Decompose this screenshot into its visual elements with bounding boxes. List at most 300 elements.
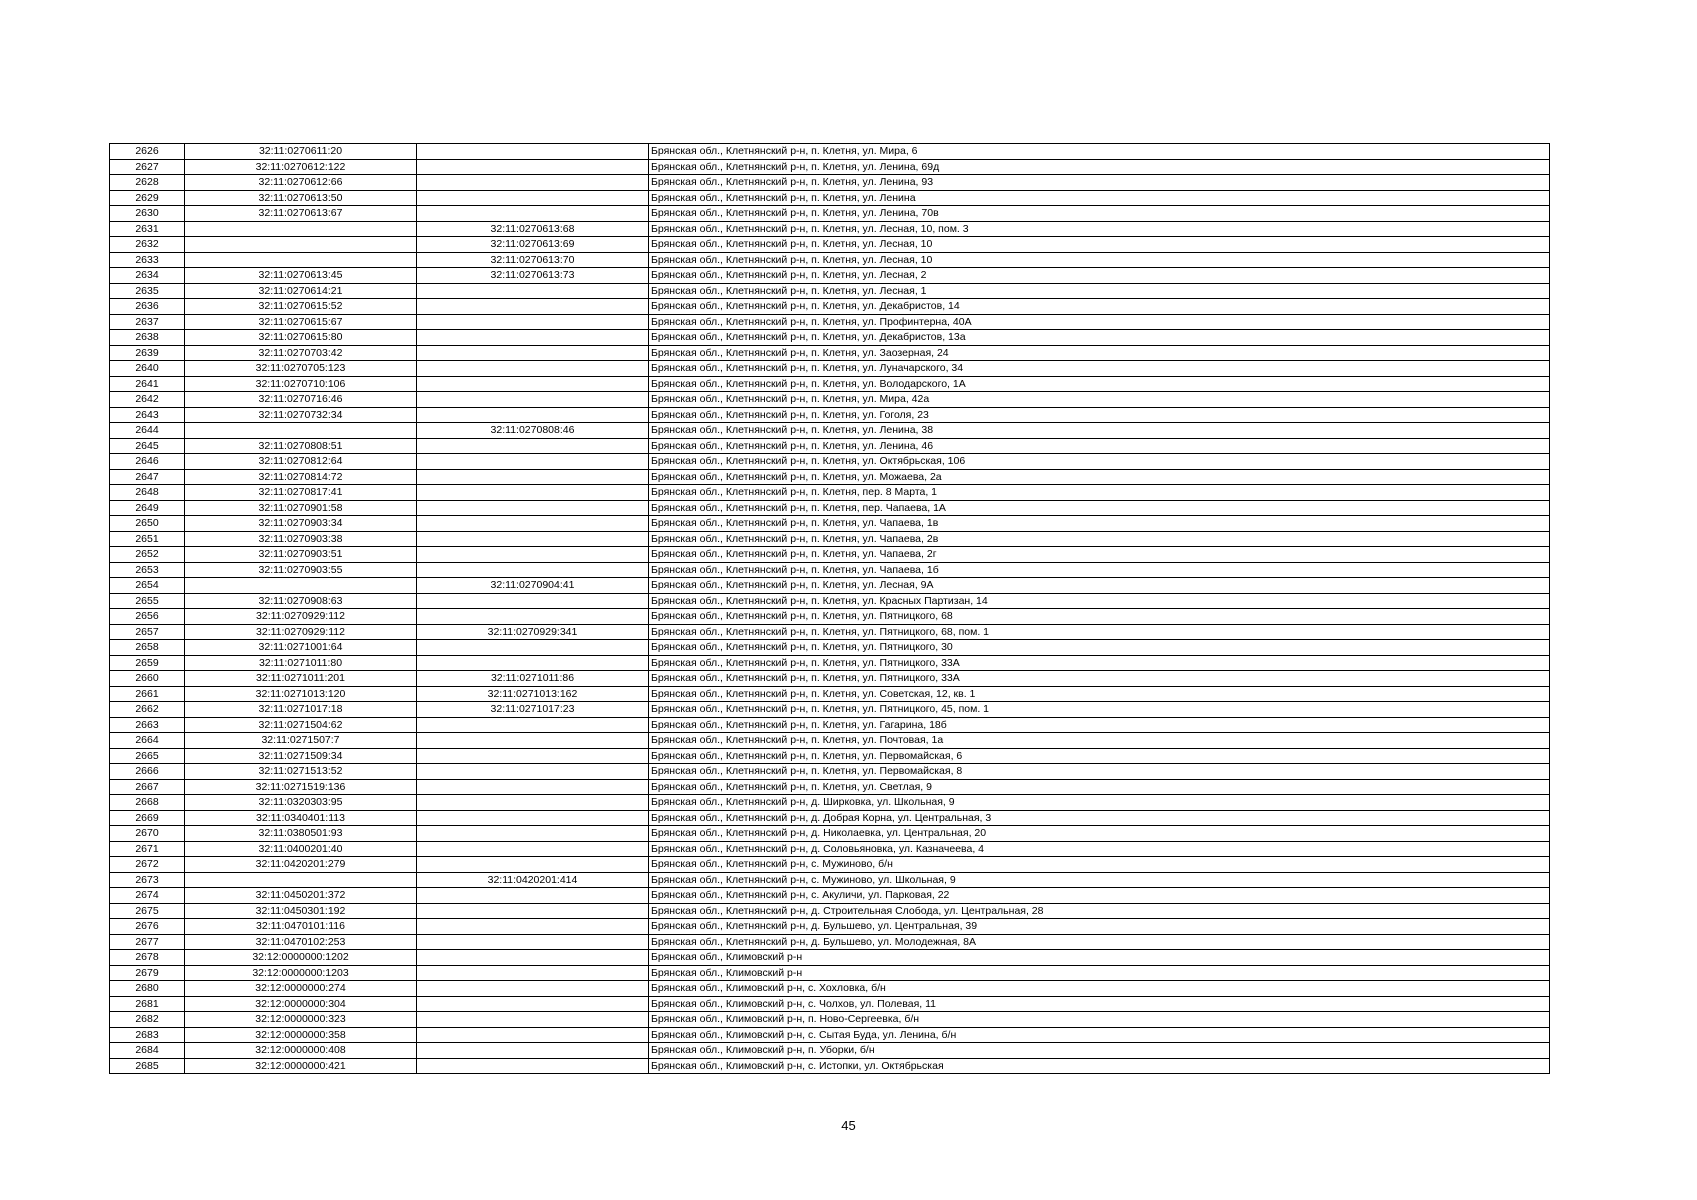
row-number-cell: 2685 bbox=[110, 1058, 185, 1074]
object-cadastral-number-cell bbox=[417, 841, 649, 857]
table-row bbox=[110, 609, 1550, 625]
page-number: 45 bbox=[841, 1118, 856, 1133]
row-number-cell: 2654 bbox=[110, 578, 185, 594]
object-cadastral-number-cell bbox=[417, 857, 649, 873]
row-number-cell: 2643 bbox=[110, 407, 185, 423]
object-cadastral-number-cell bbox=[417, 764, 649, 780]
land-cadastral-number-cell bbox=[185, 578, 417, 594]
table-row bbox=[110, 779, 1550, 795]
object-cadastral-number-cell bbox=[417, 717, 649, 733]
table-row bbox=[110, 562, 1550, 578]
table-row bbox=[110, 686, 1550, 702]
row-number-cell: 2662 bbox=[110, 702, 185, 718]
row-number-cell: 2644 bbox=[110, 423, 185, 439]
table-row bbox=[110, 438, 1550, 454]
table-row bbox=[110, 531, 1550, 547]
land-cadastral-number-cell: 32:11:0270929:112 bbox=[185, 609, 417, 625]
address-cell: Брянская обл., Клетнянский р-н, п. Клетня, ул. Первомайская, 6 bbox=[649, 748, 1550, 764]
land-cadastral-number-cell: 32:11:0270903:38 bbox=[185, 531, 417, 547]
object-cadastral-number-cell bbox=[417, 996, 649, 1012]
row-number-cell: 2674 bbox=[110, 888, 185, 904]
table-row bbox=[110, 795, 1550, 811]
table-row bbox=[110, 407, 1550, 423]
land-cadastral-number-cell: 32:12:0000000:1203 bbox=[185, 965, 417, 981]
object-cadastral-number-cell: 32:11:0271017:23 bbox=[417, 702, 649, 718]
table-row bbox=[110, 934, 1550, 950]
row-number-cell: 2630 bbox=[110, 206, 185, 222]
address-cell: Брянская обл., Клетнянский р-н, п. Клетня, ул. Первомайская, 8 bbox=[649, 764, 1550, 780]
address-cell: Брянская обл., Клетнянский р-н, п. Клетня, ул. Лесная, 9А bbox=[649, 578, 1550, 594]
land-cadastral-number-cell: 32:11:0340401:113 bbox=[185, 810, 417, 826]
object-cadastral-number-cell: 32:11:0420201:414 bbox=[417, 872, 649, 888]
land-cadastral-number-cell: 32:11:0270612:122 bbox=[185, 159, 417, 175]
row-number-cell: 2642 bbox=[110, 392, 185, 408]
land-cadastral-number-cell: 32:11:0270903:51 bbox=[185, 547, 417, 563]
object-cadastral-number-cell bbox=[417, 934, 649, 950]
address-cell: Брянская обл., Клетнянский р-н, п. Клетня, ул. Ленина, 69д bbox=[649, 159, 1550, 175]
table-row bbox=[110, 1027, 1550, 1043]
row-number-cell: 2653 bbox=[110, 562, 185, 578]
land-cadastral-number-cell: 32:11:0450201:372 bbox=[185, 888, 417, 904]
address-cell: Брянская обл., Клетнянский р-н, п. Клетня, ул. Пятницкого, 45, пом. 1 bbox=[649, 702, 1550, 718]
table-row bbox=[110, 159, 1550, 175]
object-cadastral-number-cell bbox=[417, 655, 649, 671]
table-row bbox=[110, 872, 1550, 888]
table-row bbox=[110, 469, 1550, 485]
land-cadastral-number-cell: 32:11:0270812:64 bbox=[185, 454, 417, 470]
land-cadastral-number-cell: 32:11:0270613:50 bbox=[185, 190, 417, 206]
row-number-cell: 2632 bbox=[110, 237, 185, 253]
table-row bbox=[110, 857, 1550, 873]
table-row bbox=[110, 237, 1550, 253]
object-cadastral-number-cell bbox=[417, 361, 649, 377]
address-cell: Брянская обл., Клетнянский р-н, д. Соловьяновка, ул. Казначеева, 4 bbox=[649, 841, 1550, 857]
row-number-cell: 2634 bbox=[110, 268, 185, 284]
table-row bbox=[110, 190, 1550, 206]
land-cadastral-number-cell: 32:11:0450301:192 bbox=[185, 903, 417, 919]
table-row bbox=[110, 593, 1550, 609]
table-row bbox=[110, 1012, 1550, 1028]
table-row bbox=[110, 996, 1550, 1012]
address-cell: Брянская обл., Клетнянский р-н, д. Строительная Слобода, ул. Центральная, 28 bbox=[649, 903, 1550, 919]
row-number-cell: 2647 bbox=[110, 469, 185, 485]
row-number-cell: 2626 bbox=[110, 144, 185, 160]
row-number-cell: 2666 bbox=[110, 764, 185, 780]
row-number-cell: 2675 bbox=[110, 903, 185, 919]
address-cell: Брянская обл., Клетнянский р-н, д. Бульшево, ул. Центральная, 39 bbox=[649, 919, 1550, 935]
object-cadastral-number-cell: 32:11:0270613:69 bbox=[417, 237, 649, 253]
address-cell: Брянская обл., Клетнянский р-н, п. Клетня, ул. Чапаева, 1б bbox=[649, 562, 1550, 578]
address-cell: Брянская обл., Клетнянский р-н, п. Клетня, ул. Октябрьская, 106 bbox=[649, 454, 1550, 470]
object-cadastral-number-cell bbox=[417, 500, 649, 516]
object-cadastral-number-cell bbox=[417, 206, 649, 222]
row-number-cell: 2628 bbox=[110, 175, 185, 191]
row-number-cell: 2648 bbox=[110, 485, 185, 501]
land-cadastral-number-cell: 32:11:0270814:72 bbox=[185, 469, 417, 485]
address-cell: Брянская обл., Клетнянский р-н, п. Клетня, ул. Пятницкого, 68 bbox=[649, 609, 1550, 625]
land-cadastral-number-cell bbox=[185, 221, 417, 237]
land-cadastral-number-cell: 32:11:0270613:45 bbox=[185, 268, 417, 284]
object-cadastral-number-cell bbox=[417, 810, 649, 826]
address-cell: Брянская обл., Клетнянский р-н, п. Клетня, ул. Светлая, 9 bbox=[649, 779, 1550, 795]
address-cell: Брянская обл., Клетнянский р-н, д. Бульшево, ул. Молодежная, 8А bbox=[649, 934, 1550, 950]
object-cadastral-number-cell bbox=[417, 299, 649, 315]
address-cell: Брянская обл., Климовский р-н, п. Уборки, б/н bbox=[649, 1043, 1550, 1059]
land-cadastral-number-cell: 32:11:0271507:7 bbox=[185, 733, 417, 749]
address-cell: Брянская обл., Климовский р-н bbox=[649, 965, 1550, 981]
table-row bbox=[110, 903, 1550, 919]
land-cadastral-number-cell: 32:11:0271011:201 bbox=[185, 671, 417, 687]
row-number-cell: 2667 bbox=[110, 779, 185, 795]
table-row bbox=[110, 485, 1550, 501]
row-number-cell: 2659 bbox=[110, 655, 185, 671]
object-cadastral-number-cell bbox=[417, 547, 649, 563]
land-cadastral-number-cell: 32:11:0271513:52 bbox=[185, 764, 417, 780]
object-cadastral-number-cell bbox=[417, 795, 649, 811]
address-cell: Брянская обл., Клетнянский р-н, п. Клетня, ул. Можаева, 2а bbox=[649, 469, 1550, 485]
table-row bbox=[110, 717, 1550, 733]
address-cell: Брянская обл., Климовский р-н, с. Сытая Буда, ул. Ленина, б/н bbox=[649, 1027, 1550, 1043]
table-row bbox=[110, 361, 1550, 377]
address-cell: Брянская обл., Клетнянский р-н, п. Клетня, ул. Заозерная, 24 bbox=[649, 345, 1550, 361]
address-cell: Брянская обл., Клетнянский р-н, п. Клетня, ул. Красных Партизан, 14 bbox=[649, 593, 1550, 609]
land-cadastral-number-cell: 32:11:0271017:18 bbox=[185, 702, 417, 718]
object-cadastral-number-cell bbox=[417, 376, 649, 392]
object-cadastral-number-cell bbox=[417, 531, 649, 547]
table-row bbox=[110, 810, 1550, 826]
table-row bbox=[110, 175, 1550, 191]
object-cadastral-number-cell bbox=[417, 609, 649, 625]
address-cell: Брянская обл., Клетнянский р-н, д. Ширковка, ул. Школьная, 9 bbox=[649, 795, 1550, 811]
object-cadastral-number-cell bbox=[417, 314, 649, 330]
table-row bbox=[110, 1058, 1550, 1074]
object-cadastral-number-cell bbox=[417, 748, 649, 764]
row-number-cell: 2676 bbox=[110, 919, 185, 935]
row-number-cell: 2658 bbox=[110, 640, 185, 656]
table-row bbox=[110, 423, 1550, 439]
object-cadastral-number-cell bbox=[417, 159, 649, 175]
row-number-cell: 2673 bbox=[110, 872, 185, 888]
table-row bbox=[110, 624, 1550, 640]
land-cadastral-number-cell: 32:11:0270612:66 bbox=[185, 175, 417, 191]
object-cadastral-number-cell bbox=[417, 144, 649, 160]
address-cell: Брянская обл., Клетнянский р-н, п. Клетня, ул. Декабристов, 13а bbox=[649, 330, 1550, 346]
object-cadastral-number-cell bbox=[417, 826, 649, 842]
land-cadastral-number-cell: 32:11:0270903:34 bbox=[185, 516, 417, 532]
row-number-cell: 2646 bbox=[110, 454, 185, 470]
table-row bbox=[110, 252, 1550, 268]
land-cadastral-number-cell: 32:11:0270705:123 bbox=[185, 361, 417, 377]
row-number-cell: 2677 bbox=[110, 934, 185, 950]
address-cell: Брянская обл., Клетнянский р-н, п. Клетня, ул. Пятницкого, 68, пом. 1 bbox=[649, 624, 1550, 640]
object-cadastral-number-cell: 32:11:0271013:162 bbox=[417, 686, 649, 702]
address-cell: Брянская обл., Клетнянский р-н, п. Клетня, ул. Пятницкого, 33А bbox=[649, 655, 1550, 671]
table-row bbox=[110, 640, 1550, 656]
row-number-cell: 2631 bbox=[110, 221, 185, 237]
land-cadastral-number-cell: 32:11:0270903:55 bbox=[185, 562, 417, 578]
table-row bbox=[110, 516, 1550, 532]
row-number-cell: 2649 bbox=[110, 500, 185, 516]
land-cadastral-number-cell bbox=[185, 872, 417, 888]
table-row bbox=[110, 547, 1550, 563]
object-cadastral-number-cell: 32:11:0270613:70 bbox=[417, 252, 649, 268]
object-cadastral-number-cell bbox=[417, 640, 649, 656]
address-cell: Брянская обл., Климовский р-н, п. Ново-Сергеевка, б/н bbox=[649, 1012, 1550, 1028]
object-cadastral-number-cell bbox=[417, 562, 649, 578]
object-cadastral-number-cell bbox=[417, 903, 649, 919]
table-row bbox=[110, 376, 1550, 392]
address-cell: Брянская обл., Клетнянский р-н, п. Клетня, пер. 8 Марта, 1 bbox=[649, 485, 1550, 501]
address-cell: Брянская обл., Клетнянский р-н, п. Клетня, ул. Мира, 6 bbox=[649, 144, 1550, 160]
row-number-cell: 2670 bbox=[110, 826, 185, 842]
row-number-cell: 2637 bbox=[110, 314, 185, 330]
row-number-cell: 2640 bbox=[110, 361, 185, 377]
land-cadastral-number-cell: 32:12:0000000:1202 bbox=[185, 950, 417, 966]
land-cadastral-number-cell: 32:11:0270817:41 bbox=[185, 485, 417, 501]
address-cell: Брянская обл., Клетнянский р-н, п. Клетня, ул. Ленина, 93 bbox=[649, 175, 1550, 191]
land-cadastral-number-cell: 32:11:0320303:95 bbox=[185, 795, 417, 811]
address-cell: Брянская обл., Клетнянский р-н, п. Клетня, ул. Гоголя, 23 bbox=[649, 407, 1550, 423]
land-cadastral-number-cell: 32:12:0000000:408 bbox=[185, 1043, 417, 1059]
object-cadastral-number-cell bbox=[417, 485, 649, 501]
object-cadastral-number-cell bbox=[417, 175, 649, 191]
land-cadastral-number-cell: 32:11:0270929:112 bbox=[185, 624, 417, 640]
row-number-cell: 2660 bbox=[110, 671, 185, 687]
address-cell: Брянская обл., Клетнянский р-н, п. Клетня, ул. Ленина bbox=[649, 190, 1550, 206]
address-cell: Брянская обл., Клетнянский р-н, п. Клетня, пер. Чапаева, 1А bbox=[649, 500, 1550, 516]
object-cadastral-number-cell bbox=[417, 733, 649, 749]
registry-table bbox=[109, 143, 1550, 1074]
address-cell: Брянская обл., Клетнянский р-н, д. Добрая Корна, ул. Центральная, 3 bbox=[649, 810, 1550, 826]
land-cadastral-number-cell: 32:11:0270703:42 bbox=[185, 345, 417, 361]
land-cadastral-number-cell: 32:11:0270615:52 bbox=[185, 299, 417, 315]
table-row bbox=[110, 965, 1550, 981]
object-cadastral-number-cell bbox=[417, 950, 649, 966]
address-cell: Брянская обл., Клетнянский р-н, п. Клетня, ул. Пятницкого, 33А bbox=[649, 671, 1550, 687]
object-cadastral-number-cell bbox=[417, 1043, 649, 1059]
object-cadastral-number-cell bbox=[417, 407, 649, 423]
object-cadastral-number-cell bbox=[417, 1012, 649, 1028]
row-number-cell: 2682 bbox=[110, 1012, 185, 1028]
object-cadastral-number-cell bbox=[417, 888, 649, 904]
address-cell: Брянская обл., Клетнянский р-н, п. Клетня, ул. Мира, 42а bbox=[649, 392, 1550, 408]
land-cadastral-number-cell: 32:11:0420201:279 bbox=[185, 857, 417, 873]
row-number-cell: 2663 bbox=[110, 717, 185, 733]
row-number-cell: 2683 bbox=[110, 1027, 185, 1043]
land-cadastral-number-cell: 32:11:0270710:106 bbox=[185, 376, 417, 392]
row-number-cell: 2656 bbox=[110, 609, 185, 625]
table-row bbox=[110, 733, 1550, 749]
address-cell: Брянская обл., Клетнянский р-н, п. Клетня, ул. Лесная, 2 bbox=[649, 268, 1550, 284]
row-number-cell: 2636 bbox=[110, 299, 185, 315]
land-cadastral-number-cell: 32:11:0270615:67 bbox=[185, 314, 417, 330]
row-number-cell: 2665 bbox=[110, 748, 185, 764]
table-row bbox=[110, 888, 1550, 904]
table-row bbox=[110, 950, 1550, 966]
land-cadastral-number-cell: 32:11:0270614:21 bbox=[185, 283, 417, 299]
object-cadastral-number-cell: 32:11:0270904:41 bbox=[417, 578, 649, 594]
address-cell: Брянская обл., Климовский р-н, с. Хохловка, б/н bbox=[649, 981, 1550, 997]
address-cell: Брянская обл., Клетнянский р-н, с. Мужиново, ул. Школьная, 9 bbox=[649, 872, 1550, 888]
object-cadastral-number-cell: 32:11:0270808:46 bbox=[417, 423, 649, 439]
table-row bbox=[110, 1043, 1550, 1059]
object-cadastral-number-cell bbox=[417, 593, 649, 609]
table-row bbox=[110, 764, 1550, 780]
row-number-cell: 2655 bbox=[110, 593, 185, 609]
land-cadastral-number-cell: 32:11:0470102:253 bbox=[185, 934, 417, 950]
address-cell: Брянская обл., Клетнянский р-н, п. Клетня, ул. Луначарского, 34 bbox=[649, 361, 1550, 377]
land-cadastral-number-cell: 32:11:0271509:34 bbox=[185, 748, 417, 764]
land-cadastral-number-cell: 32:11:0270716:46 bbox=[185, 392, 417, 408]
address-cell: Брянская обл., Клетнянский р-н, п. Клетня, ул. Чапаева, 2в bbox=[649, 531, 1550, 547]
table-row bbox=[110, 283, 1550, 299]
object-cadastral-number-cell bbox=[417, 981, 649, 997]
row-number-cell: 2669 bbox=[110, 810, 185, 826]
land-cadastral-number-cell: 32:11:0470101:116 bbox=[185, 919, 417, 935]
table-row bbox=[110, 299, 1550, 315]
land-cadastral-number-cell: 32:12:0000000:304 bbox=[185, 996, 417, 1012]
land-cadastral-number-cell: 32:11:0271013:120 bbox=[185, 686, 417, 702]
address-cell: Брянская обл., Клетнянский р-н, п. Клетня, ул. Лесная, 10 bbox=[649, 237, 1550, 253]
address-cell: Брянская обл., Клетнянский р-н, п. Клетня, ул. Декабристов, 14 bbox=[649, 299, 1550, 315]
table-row bbox=[110, 919, 1550, 935]
object-cadastral-number-cell bbox=[417, 779, 649, 795]
table-row bbox=[110, 826, 1550, 842]
land-cadastral-number-cell: 32:11:0271504:62 bbox=[185, 717, 417, 733]
row-number-cell: 2629 bbox=[110, 190, 185, 206]
land-cadastral-number-cell bbox=[185, 423, 417, 439]
row-number-cell: 2633 bbox=[110, 252, 185, 268]
object-cadastral-number-cell bbox=[417, 190, 649, 206]
table-row bbox=[110, 702, 1550, 718]
address-cell: Брянская обл., Клетнянский р-н, п. Клетня, ул. Советская, 12, кв. 1 bbox=[649, 686, 1550, 702]
address-cell: Брянская обл., Климовский р-н, с. Чолхов, ул. Полевая, 11 bbox=[649, 996, 1550, 1012]
table-row bbox=[110, 671, 1550, 687]
address-cell: Брянская обл., Климовский р-н, с. Истопки, ул. Октябрьская bbox=[649, 1058, 1550, 1074]
land-cadastral-number-cell: 32:12:0000000:358 bbox=[185, 1027, 417, 1043]
land-cadastral-number-cell: 32:11:0270908:63 bbox=[185, 593, 417, 609]
address-cell: Брянская обл., Клетнянский р-н, п. Клетня, ул. Профинтерна, 40А bbox=[649, 314, 1550, 330]
table-row bbox=[110, 578, 1550, 594]
land-cadastral-number-cell bbox=[185, 237, 417, 253]
address-cell: Брянская обл., Клетнянский р-н, п. Клетня, ул. Лесная, 10 bbox=[649, 252, 1550, 268]
address-cell: Брянская обл., Клетнянский р-н, с. Мужиново, б/н bbox=[649, 857, 1550, 873]
table-row bbox=[110, 392, 1550, 408]
object-cadastral-number-cell bbox=[417, 345, 649, 361]
registry-table-body bbox=[110, 144, 1550, 1074]
object-cadastral-number-cell bbox=[417, 516, 649, 532]
land-cadastral-number-cell: 32:11:0270613:67 bbox=[185, 206, 417, 222]
land-cadastral-number-cell: 32:12:0000000:274 bbox=[185, 981, 417, 997]
row-number-cell: 2635 bbox=[110, 283, 185, 299]
object-cadastral-number-cell bbox=[417, 965, 649, 981]
land-cadastral-number-cell: 32:11:0270611:20 bbox=[185, 144, 417, 160]
table-row bbox=[110, 841, 1550, 857]
object-cadastral-number-cell bbox=[417, 283, 649, 299]
row-number-cell: 2650 bbox=[110, 516, 185, 532]
address-cell: Брянская обл., Клетнянский р-н, п. Клетня, ул. Гагарина, 18б bbox=[649, 717, 1550, 733]
row-number-cell: 2684 bbox=[110, 1043, 185, 1059]
row-number-cell: 2664 bbox=[110, 733, 185, 749]
row-number-cell: 2668 bbox=[110, 795, 185, 811]
address-cell: Брянская обл., Климовский р-н bbox=[649, 950, 1550, 966]
land-cadastral-number-cell: 32:11:0271011:80 bbox=[185, 655, 417, 671]
table-row bbox=[110, 981, 1550, 997]
table-row bbox=[110, 206, 1550, 222]
table-row bbox=[110, 500, 1550, 516]
row-number-cell: 2678 bbox=[110, 950, 185, 966]
object-cadastral-number-cell: 32:11:0270613:73 bbox=[417, 268, 649, 284]
address-cell: Брянская обл., Клетнянский р-н, п. Клетня, ул. Володарского, 1А bbox=[649, 376, 1550, 392]
object-cadastral-number-cell: 32:11:0271011:86 bbox=[417, 671, 649, 687]
table-row bbox=[110, 454, 1550, 470]
land-cadastral-number-cell: 32:11:0270808:51 bbox=[185, 438, 417, 454]
table-row bbox=[110, 330, 1550, 346]
object-cadastral-number-cell bbox=[417, 469, 649, 485]
object-cadastral-number-cell bbox=[417, 392, 649, 408]
row-number-cell: 2679 bbox=[110, 965, 185, 981]
address-cell: Брянская обл., Клетнянский р-н, п. Клетня, ул. Лесная, 10, пом. 3 bbox=[649, 221, 1550, 237]
land-cadastral-number-cell: 32:11:0270732:34 bbox=[185, 407, 417, 423]
address-cell: Брянская обл., Клетнянский р-н, п. Клетня, ул. Чапаева, 2г bbox=[649, 547, 1550, 563]
object-cadastral-number-cell: 32:11:0270929:341 bbox=[417, 624, 649, 640]
table-row bbox=[110, 268, 1550, 284]
table-row bbox=[110, 144, 1550, 160]
address-cell: Брянская обл., Клетнянский р-н, п. Клетня, ул. Пятницкого, 30 bbox=[649, 640, 1550, 656]
row-number-cell: 2681 bbox=[110, 996, 185, 1012]
table-row bbox=[110, 748, 1550, 764]
land-cadastral-number-cell: 32:11:0271519:136 bbox=[185, 779, 417, 795]
land-cadastral-number-cell: 32:11:0380501:93 bbox=[185, 826, 417, 842]
land-cadastral-number-cell: 32:12:0000000:421 bbox=[185, 1058, 417, 1074]
row-number-cell: 2639 bbox=[110, 345, 185, 361]
object-cadastral-number-cell bbox=[417, 919, 649, 935]
row-number-cell: 2651 bbox=[110, 531, 185, 547]
land-cadastral-number-cell: 32:11:0271001:64 bbox=[185, 640, 417, 656]
row-number-cell: 2657 bbox=[110, 624, 185, 640]
object-cadastral-number-cell bbox=[417, 454, 649, 470]
table-row bbox=[110, 314, 1550, 330]
row-number-cell: 2671 bbox=[110, 841, 185, 857]
row-number-cell: 2641 bbox=[110, 376, 185, 392]
address-cell: Брянская обл., Клетнянский р-н, п. Клетня, ул. Лесная, 1 bbox=[649, 283, 1550, 299]
row-number-cell: 2627 bbox=[110, 159, 185, 175]
object-cadastral-number-cell bbox=[417, 1058, 649, 1074]
land-cadastral-number-cell: 32:11:0400201:40 bbox=[185, 841, 417, 857]
row-number-cell: 2638 bbox=[110, 330, 185, 346]
row-number-cell: 2652 bbox=[110, 547, 185, 563]
land-cadastral-number-cell bbox=[185, 252, 417, 268]
address-cell: Брянская обл., Клетнянский р-н, п. Клетня, ул. Почтовая, 1а bbox=[649, 733, 1550, 749]
address-cell: Брянская обл., Клетнянский р-н, д. Николаевка, ул. Центральная, 20 bbox=[649, 826, 1550, 842]
land-cadastral-number-cell: 32:12:0000000:323 bbox=[185, 1012, 417, 1028]
object-cadastral-number-cell bbox=[417, 330, 649, 346]
table-row bbox=[110, 221, 1550, 237]
row-number-cell: 2661 bbox=[110, 686, 185, 702]
object-cadastral-number-cell: 32:11:0270613:68 bbox=[417, 221, 649, 237]
land-cadastral-number-cell: 32:11:0270615:80 bbox=[185, 330, 417, 346]
table-row bbox=[110, 655, 1550, 671]
address-cell: Брянская обл., Клетнянский р-н, с. Акуличи, ул. Парковая, 22 bbox=[649, 888, 1550, 904]
address-cell: Брянская обл., Клетнянский р-н, п. Клетня, ул. Ленина, 38 bbox=[649, 423, 1550, 439]
row-number-cell: 2645 bbox=[110, 438, 185, 454]
land-cadastral-number-cell: 32:11:0270901:58 bbox=[185, 500, 417, 516]
object-cadastral-number-cell bbox=[417, 438, 649, 454]
address-cell: Брянская обл., Клетнянский р-н, п. Клетня, ул. Ленина, 70в bbox=[649, 206, 1550, 222]
address-cell: Брянская обл., Клетнянский р-н, п. Клетня, ул. Чапаева, 1в bbox=[649, 516, 1550, 532]
table-row bbox=[110, 345, 1550, 361]
object-cadastral-number-cell bbox=[417, 1027, 649, 1043]
